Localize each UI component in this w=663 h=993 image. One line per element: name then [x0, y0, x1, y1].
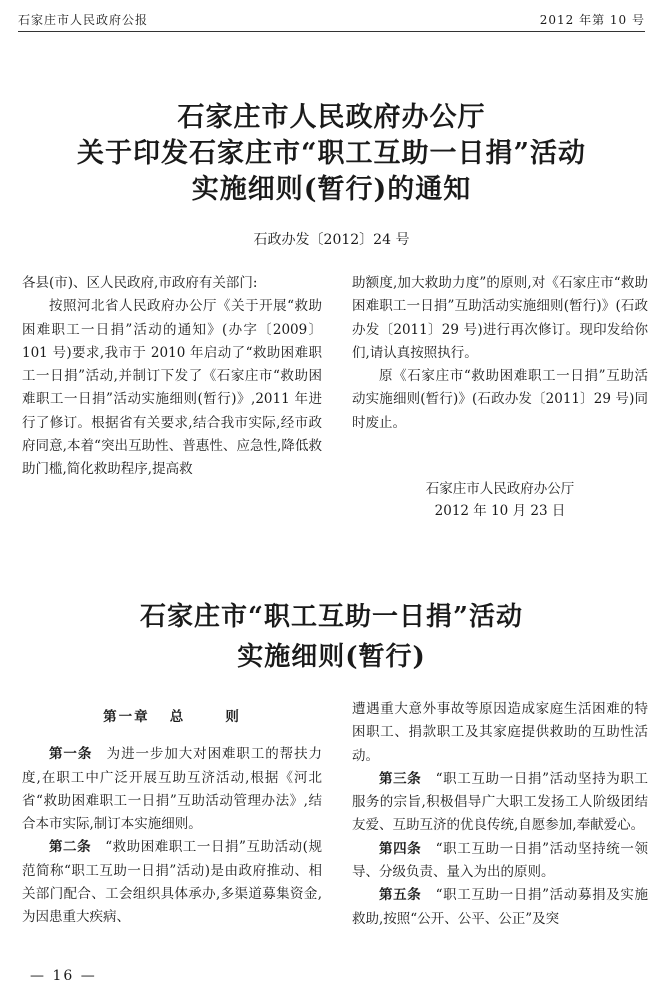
article — [22, 836, 322, 929]
rules-body-left-column — [22, 698, 322, 930]
article — [352, 838, 648, 885]
rules-title-line: 实施细则(暂行) — [237, 642, 426, 672]
notice-title-line: 实施细则(暂行)的通知 — [191, 174, 472, 205]
notice-paragraph: 原《石家庄市“救助困难职工一日捐”互助活动实施细则(暂行)》(石政办发〔2011〕29 号)同时废止。 — [352, 368, 648, 431]
signature-date: 2012 年 10 月 23 日 — [434, 503, 566, 519]
publication-name: 石家庄市人民政府公报 — [18, 13, 149, 27]
notice-paragraph-continued: 助额度,加大救助力度”的原则,对《石家庄市“救助困难职工一日捐”互助活动实施细则(暂行)》(石政办发〔2011〕29 号)进行再次修订。现印发给你们,请认真按照执行。 — [352, 275, 648, 361]
notice-body-right-column — [352, 272, 648, 435]
article-number: 第二条 — [49, 839, 92, 856]
issue-number: 2012 年第 10 号 — [539, 13, 645, 27]
article-number: 第一条 — [49, 746, 93, 763]
article-text: “职工互助一日捐”活动坚持为职工服务的宗旨,积极倡导广大职工发扬工人阶级团结友爱、互助互济的优良传统,自愿参加,奉献爱心。 — [352, 770, 649, 834]
running-header — [18, 10, 645, 32]
article-text: “职工互助一日捐”活动募捐及实施救助,按照“公开、公平、公正”及突 — [352, 887, 649, 927]
addressee: 各县(市)、区人民政府,市政府有关部门: — [22, 275, 258, 291]
article — [352, 884, 648, 931]
article-number: 第五条 — [379, 887, 422, 904]
article-number: 第四条 — [379, 840, 422, 857]
article-continued: 遭遇重大意外事故等原因造成家庭生活困难的特困职工、捐款职工及其家庭提供救助的互助性活动。 — [352, 701, 648, 764]
article-number: 第三条 — [379, 770, 422, 787]
article-text: 为进一步加大对困难职工的帮扶力度,在职工中广泛开展互助互济活动,根据《河北省“救助困难职工一日捐”互助活动管理办法》,结合本市实际,制订本实施细则。 — [22, 746, 323, 833]
notice-title-line: 石家庄市人民政府办公厅 — [177, 102, 486, 133]
article — [22, 743, 322, 836]
article-text: “救助困难职工一日捐”互助活动(规范简称“职工互助一日捐”活动)是由政府推动、相关部门配合、工会组织具体承办,多渠道募集资金,为因患重大疾病、 — [22, 839, 322, 926]
article — [352, 768, 648, 838]
signature-organization: 石家庄市人民政府办公厅 — [425, 481, 575, 497]
notice-title-line: 关于印发石家庄市“职工互助一日捐”活动 — [76, 138, 587, 169]
chapter-heading: 第一章 总 则 — [103, 709, 241, 725]
rules-title-line: 石家庄市“职工互助一日捐”活动 — [140, 602, 523, 632]
page-number: — 16 — — [30, 968, 97, 984]
rules-body-right-column — [352, 698, 648, 931]
article-text: “职工互助一日捐”活动坚持统一领导、分级负责、量入为出的原则。 — [352, 840, 649, 881]
notice-body-left-column — [22, 272, 322, 482]
notice-title — [0, 100, 663, 208]
document-number: 石政办发〔2012〕24 号 — [253, 232, 410, 248]
rules-title — [0, 597, 663, 677]
notice-paragraph: 按照河北省人民政府办公厅《关于开展“救助困难职工一日捐”活动的通知》(办字〔2009〕101 号)要求,我市于 2010 年启动了“救助困难职工一日捐”活动,并制订下发了《石家庄市“救助困难职工一日捐”活动实施细则(暂行)》,2011 年进行了修订。根据省有关要求,结合我市实际,经市政府同意,本着“突出互助性、普惠性、应急性,降低救助门槛,简化救助程序,提高救 — [22, 298, 322, 478]
